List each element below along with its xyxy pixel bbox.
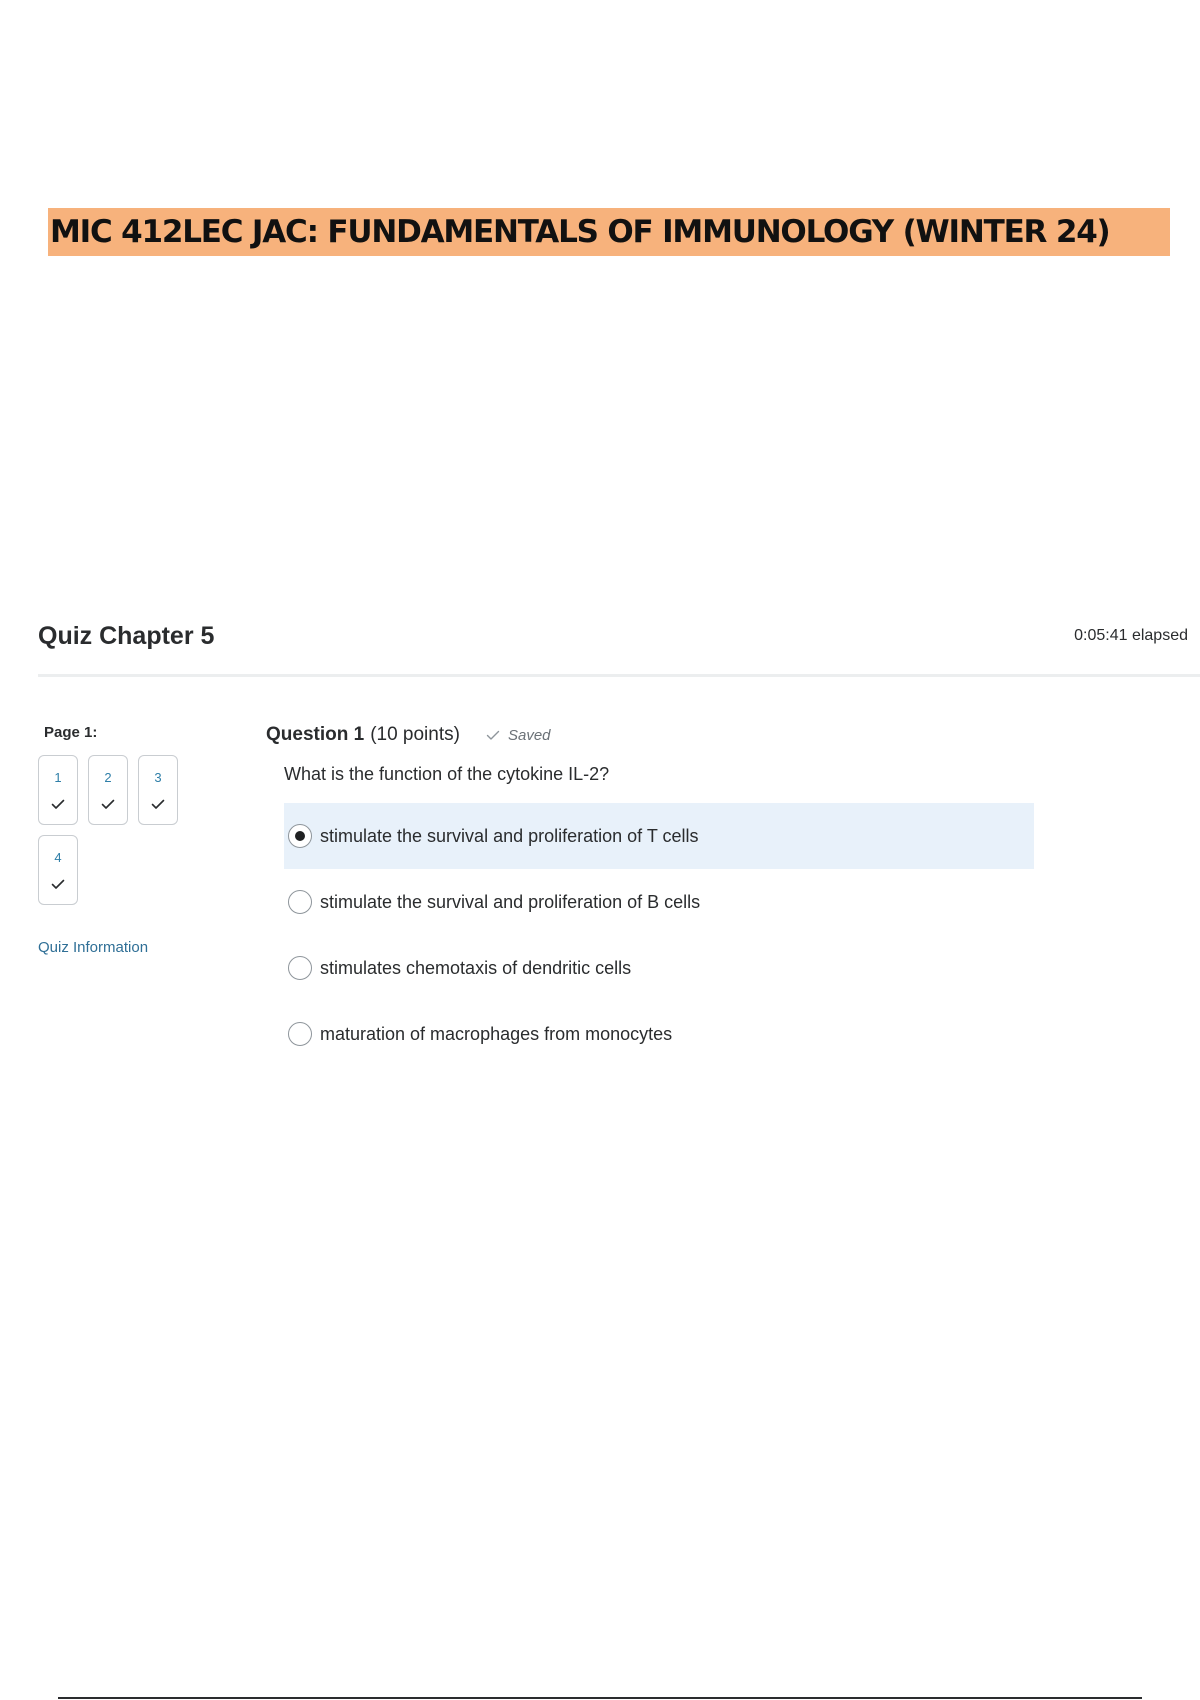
question-tile-number: 1 — [54, 770, 62, 785]
course-title: MIC 412LEC JAC: FUNDAMENTALS OF IMMUNOLOGY (WINTER 24) — [50, 214, 1110, 250]
answer-option-label: stimulate the survival and proliferation of T cells — [320, 825, 699, 846]
question-tile-number: 3 — [154, 770, 162, 785]
footer-divider — [58, 1697, 1142, 1699]
question-navigator — [38, 724, 238, 957]
question-heading — [266, 724, 1046, 746]
quiz-header — [38, 618, 1200, 677]
radio-button[interactable] — [288, 1022, 312, 1046]
checkmark-icon — [151, 799, 165, 810]
radio-button-selected[interactable] — [288, 824, 312, 848]
question-tile-3[interactable] — [138, 755, 178, 825]
answer-option-3[interactable] — [284, 935, 1034, 1001]
checkmark-icon — [51, 799, 65, 810]
course-title-banner — [48, 208, 1170, 256]
quiz-title: Quiz Chapter 5 — [38, 622, 215, 650]
question-tile-1[interactable] — [38, 755, 78, 825]
question-tile-grid — [38, 755, 238, 905]
saved-status: Saved — [507, 726, 551, 744]
question-points: (10 points) — [370, 724, 460, 745]
checkmark-icon — [101, 799, 115, 810]
answer-option-1[interactable] — [284, 803, 1034, 869]
answer-option-label: maturation of macrophages from monocytes — [320, 1023, 673, 1044]
question-tile-number: 2 — [104, 770, 112, 785]
answer-option-2[interactable] — [284, 869, 1034, 935]
radio-dot-icon — [295, 831, 305, 841]
question-tile-number: 4 — [54, 850, 62, 865]
radio-button[interactable] — [288, 890, 312, 914]
answer-option-label: stimulates chemotaxis of dendritic cells — [320, 957, 632, 978]
question-title: Question 1 — [266, 724, 365, 745]
radio-button[interactable] — [288, 956, 312, 980]
question-prompt: What is the function of the cytokine IL-2? — [284, 764, 610, 784]
elapsed-timer: 0:05:41 elapsed — [1074, 627, 1188, 644]
question-tile-4[interactable] — [38, 835, 78, 905]
answer-option-4[interactable] — [284, 1001, 1034, 1067]
question-tile-2[interactable] — [88, 755, 128, 825]
answer-options — [284, 803, 1046, 1067]
question-panel — [266, 724, 1046, 1067]
quiz-information-link[interactable]: Quiz Information — [38, 939, 149, 956]
checkmark-icon — [51, 879, 65, 890]
page-label: Page 1: — [44, 724, 98, 741]
saved-check-icon — [486, 730, 500, 741]
answer-option-label: stimulate the survival and proliferation of B cells — [320, 891, 701, 912]
